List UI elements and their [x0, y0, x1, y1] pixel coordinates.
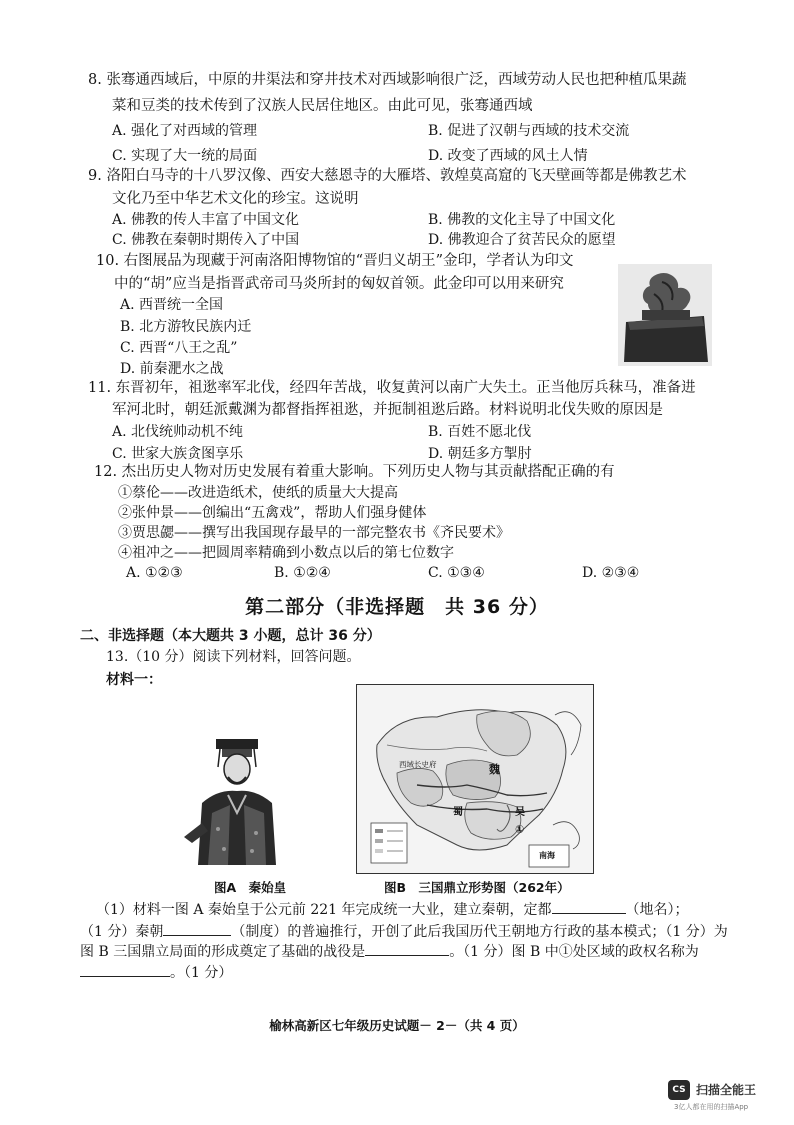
q8-stem-line2: 菜和豆类的技术传到了汉族人民居住地区。由此可见，张骞通西域 — [112, 98, 533, 114]
q8-option-c: C. 实现了大一统的局面 — [112, 148, 258, 164]
q8-option-d: D. 改变了西域的风土人情 — [428, 148, 588, 164]
page-footer: 榆林高新区七年级历史试题－ 2－（共 4 页） — [269, 1018, 525, 1033]
q12-option-d: D. ②③④ — [582, 565, 640, 581]
q13-text-5: 图 B 三国鼎立局面的形成奠定了基础的战役是 — [80, 944, 366, 960]
watermark-name: 扫描全能王 — [696, 1083, 757, 1097]
map-label-circled-1: ① — [515, 823, 525, 836]
three-kingdoms-map — [356, 684, 594, 874]
q13-text-1: （1）材料一图 A 秦始皇于公元前 221 年完成统一大业，建立秦朝，定都 — [96, 902, 552, 918]
section-title: 第二部分（非选择题 共 36 分） — [245, 596, 549, 618]
q12-option-b: B. ①②④ — [274, 565, 331, 581]
q13-instruction: 13.（10 分）阅读下列材料，回答问题。 — [106, 649, 361, 665]
q10-option-c: C. 西晋“八王之乱” — [120, 340, 238, 356]
q9-stem-line2: 文化乃至中华艺术文化的珍宝。这说明 — [112, 191, 359, 207]
q9-option-b: B. 佛教的文化主导了中国文化 — [428, 212, 616, 228]
answer-blank-regime[interactable] — [80, 962, 170, 977]
q11-option-a: A. 北伐统帅动机不纯 — [112, 424, 244, 440]
q13-part1-line2 — [80, 921, 728, 942]
material-label: 材料一： — [106, 672, 162, 688]
answer-blank-capital[interactable] — [552, 899, 626, 914]
answer-blank-system[interactable] — [163, 921, 231, 936]
q12-item-3: ③贾思勰——撰写出我国现存最早的一部完整农书《齐民要术》 — [118, 525, 510, 541]
map-label-nanhai: 南海 — [539, 851, 555, 860]
q11-option-c: C. 世家大族贪图享乐 — [112, 446, 244, 462]
watermark-subtitle: 3亿人都在用的扫描App — [674, 1103, 749, 1111]
q9-option-a: A. 佛教的传人丰富了中国文化 — [112, 212, 300, 228]
qin-shi-huang-portrait — [178, 733, 296, 865]
q11-option-b: B. 百姓不愿北伐 — [428, 424, 532, 440]
q12-item-4: ④祖冲之——把圆周率精确到小数点以后的第七位数字 — [118, 545, 454, 561]
q13-text-7: 。（1 分） — [170, 965, 233, 981]
q13-text-6: 。（1 分）图 B 中①处区域的政权名称为 — [449, 944, 699, 960]
q10-option-d: D. 前秦淝水之战 — [120, 361, 224, 377]
map-drawing — [357, 685, 593, 873]
q9-stem-line1: 9. 洛阳白马寺的十八罗汉像、西安大慈恩寺的大雁塔、敦煌莫高窟的飞天壁画等都是佛教艺术 — [88, 168, 687, 184]
camscanner-watermark — [668, 1078, 780, 1114]
q8-option-b: B. 促进了汉朝与西域的技术交流 — [428, 123, 630, 139]
q12-item-1: ①蔡伦——改进造纸术，使纸的质量大大提高 — [118, 485, 398, 501]
q10-stem-line1: 10. 右图展品为现藏于河南洛阳博物馆的“晋归义胡王”金印，学者认为印文 — [96, 253, 574, 269]
q13-part1-line3 — [80, 941, 699, 962]
answer-blank-battle[interactable] — [365, 941, 449, 956]
q8-stem-line1: 8. 张骞通西域后，中原的井渠法和穿井技术对西域影响很广泛，西域劳动人民也把种植瓜果蔬 — [88, 72, 687, 88]
q12-item-2: ②张仲景——创编出“五禽戏”，帮助人们强身健体 — [118, 505, 427, 521]
q10-option-b: B. 北方游牧民族内迁 — [120, 319, 252, 335]
q10-stem-line2: 中的“胡”应当是指晋武帝司马炎所封的匈奴首领。此金印可以用来研究 — [114, 276, 564, 292]
q11-option-d: D. 朝廷多方掣肘 — [428, 446, 532, 462]
map-label-wu: 吴 — [515, 807, 525, 818]
q13-text-2: （地名）； — [625, 902, 689, 918]
camscanner-logo-icon: CS — [668, 1080, 690, 1100]
gold-seal-photo — [618, 264, 712, 366]
q8-option-a: A. 强化了对西域的管理 — [112, 123, 258, 139]
q10-option-a: A. 西晋统一全国 — [120, 297, 224, 313]
figure-a-caption: 图A 秦始皇 — [214, 880, 287, 895]
q12-stem: 12. 杰出历史人物对历史发展有着重大影响。下列历史人物与其贡献搭配正确的有 — [94, 464, 615, 480]
q9-option-c: C. 佛教在秦朝时期传入了中国 — [112, 232, 300, 248]
section-heading: 二、非选择题（本大题共 3 小题，总计 36 分） — [80, 628, 381, 644]
q12-option-c: C. ①③④ — [428, 565, 485, 581]
q12-option-a: A. ①②③ — [126, 565, 183, 581]
map-label-shu: 蜀 — [453, 807, 463, 818]
q11-stem-line2: 军河北时，朝廷派戴渊为都督指挥祖逖，并扼制祖逖后路。材料说明北伐失败的原因是 — [112, 402, 663, 418]
q13-text-3: （1 分）秦朝 — [80, 924, 164, 940]
figure-b-caption: 图B 三国鼎立形势图（262年） — [384, 880, 570, 895]
map-label-xiyu: 西域长史府 — [399, 760, 437, 769]
map-label-wei: 魏 — [489, 763, 500, 776]
q13-part1-line4 — [80, 962, 232, 983]
q13-text-4: （制度）的普遍推行，开创了此后我国历代王朝地方行政的基本模式；（1 分）为 — [231, 924, 728, 940]
q11-stem-line1: 11. 东晋初年，祖逖率军北伐，经四年苦战，收复黄河以南广大失土。正当他厉兵秣马，准备进 — [88, 380, 696, 396]
q9-option-d: D. 佛教迎合了贫苦民众的愿望 — [428, 232, 616, 248]
q13-part1-line1 — [96, 899, 689, 920]
